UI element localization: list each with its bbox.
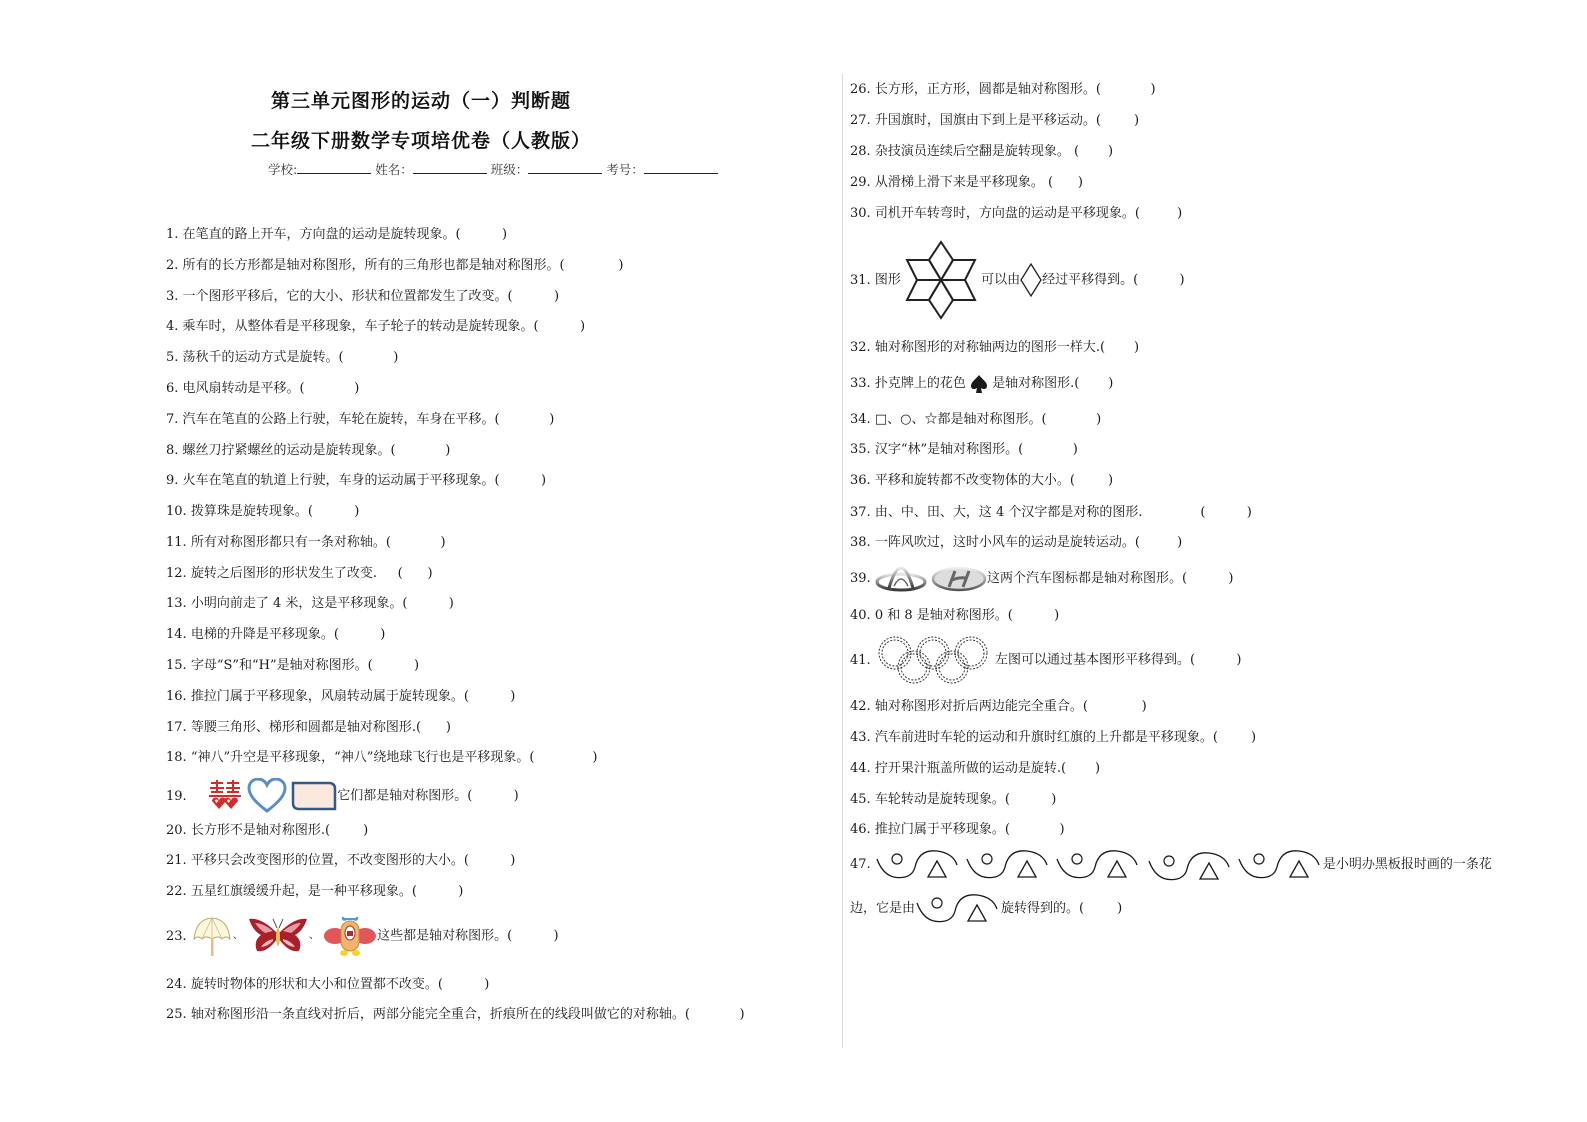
answer-blank[interactable]: )	[312, 504, 360, 519]
olympic-rings-icon	[875, 636, 991, 684]
question-2	[166, 257, 623, 275]
question-text: 小明向前走了 4 米，这是平移现象。(	[190, 596, 408, 611]
question-number: 16.	[166, 689, 187, 704]
answer-blank[interactable]: )	[1138, 272, 1185, 288]
question-26	[850, 81, 1156, 99]
car-logo-a-icon	[875, 566, 927, 592]
question-text: 是轴对称图形.(	[987, 376, 1080, 391]
question-40	[850, 607, 1059, 625]
question-number: 5.	[166, 350, 179, 365]
question-text: 火车在笔直的轨道上行驶，车身的运动属于平移现象。(	[182, 473, 500, 488]
question-32	[850, 339, 1139, 357]
separator: 、	[232, 930, 243, 942]
student-info-line	[268, 160, 718, 178]
question-number: 37.	[850, 505, 871, 520]
question-text: 经过平移得到。(	[1042, 272, 1139, 288]
answer-blank[interactable]: )	[1087, 699, 1147, 714]
question-text: 所有对称图形都只有一条对称轴。(	[190, 535, 391, 550]
question-number: 14.	[166, 627, 187, 642]
question-number: 7.	[166, 412, 179, 427]
rounded-rect-icon	[291, 781, 337, 811]
answer-blank[interactable]: )	[395, 443, 451, 458]
question-number: 1.	[166, 227, 179, 242]
answer-blank[interactable]: )	[442, 977, 490, 992]
answer-blank[interactable]: )	[499, 473, 547, 488]
question-1	[166, 226, 507, 244]
question-38	[850, 534, 1182, 552]
question-text: 旋转得到的。(	[1001, 901, 1085, 916]
question-text: □、○、☆都是轴对称图形。(	[874, 412, 1047, 427]
answer-blank[interactable]: )	[534, 750, 598, 765]
name-field[interactable]	[413, 161, 487, 174]
question-number: 6.	[166, 381, 179, 396]
question-text: 汽车前进时车轮的运动和升旗时红旗的上升都是平移现象。(	[874, 730, 1218, 745]
answer-blank[interactable]: ( )	[376, 566, 433, 581]
question-text: 扑克牌上的花色	[874, 376, 970, 391]
question-29	[850, 174, 1083, 192]
page-title: 第三单元图形的运动（一）判断题	[270, 90, 571, 112]
question-text: 一个图形平移后，它的大小、形状和位置都发生了改变。(	[182, 289, 513, 304]
question-text: 拧开果汁瓶盖所做的运动是旋转.(	[874, 761, 1067, 776]
question-text: 平移和旋转都不改变物体的大小。(	[874, 473, 1075, 488]
answer-blank[interactable]: )	[421, 720, 451, 735]
umbrella-icon	[191, 915, 233, 957]
question-number: 25.	[166, 1007, 187, 1022]
question-22	[166, 883, 463, 901]
question-text: 杂技演员连续后空翻是旋转现象。	[874, 144, 1070, 159]
question-text: 从滑梯上滑下来是平移现象。	[874, 175, 1044, 190]
question-number: 19.	[166, 788, 187, 804]
question-number: 29.	[850, 175, 871, 190]
school-field[interactable]	[297, 161, 371, 174]
question-text: 旋转时物体的形状和大小和位置都不改变。(	[190, 977, 443, 992]
question-35	[850, 441, 1078, 459]
question-number: 33.	[850, 376, 871, 391]
question-39	[850, 565, 1233, 593]
question-text: 推拉门属于平移现象。(	[874, 822, 1010, 837]
page-subtitle: 二年级下册数学专项培优卷（人教版）	[250, 130, 591, 152]
answer-blank[interactable]: )	[343, 350, 399, 365]
answer-blank[interactable]: )	[330, 823, 369, 838]
question-number: 47.	[850, 857, 871, 872]
question-45	[850, 791, 1056, 809]
question-31	[850, 240, 1185, 321]
question-text: 左图可以通过基本图形平移得到。(	[990, 652, 1196, 668]
question-34	[850, 411, 1101, 429]
question-9	[166, 472, 546, 490]
question-27	[850, 112, 1139, 130]
question-number: 32.	[850, 340, 871, 355]
question-number: 21.	[166, 853, 187, 868]
question-number: 9.	[166, 473, 179, 488]
question-text: 旋转之后图形的形状发生了改变.	[190, 566, 377, 581]
question-number: 31.	[850, 272, 871, 288]
double-happiness-icon	[207, 779, 243, 813]
question-text: 0 和 8 是轴对称图形。(	[874, 608, 1013, 623]
car-logo-h-icon	[931, 566, 987, 592]
question-number: 38.	[850, 535, 871, 550]
question-number: 27.	[850, 113, 871, 128]
question-6	[166, 380, 359, 398]
question-number: 43.	[850, 730, 871, 745]
question-text: 字母“S”和“H”是轴对称图形。(	[190, 658, 373, 673]
question-text: 由、中、田、大，这 4 个汉字都是对称的图形.	[874, 505, 1143, 520]
question-text: 这些都是轴对称图形。(	[377, 928, 513, 944]
answer-blank[interactable]: )	[460, 227, 508, 242]
heart-icon	[247, 778, 287, 814]
question-number: 30.	[850, 206, 871, 221]
question-text: 是小明办黑板报时画的一条花	[1322, 857, 1492, 872]
question-5	[166, 349, 398, 367]
question-number: 42.	[850, 699, 871, 714]
question-3	[166, 288, 559, 306]
question-text: 轴对称图形沿一条直线对折后，两部分能完全重合，折痕所在的线段叫做它的对称轴。(	[190, 1007, 690, 1022]
answer-blank[interactable]: )	[512, 928, 559, 944]
answer-blank[interactable]: )	[1187, 571, 1234, 586]
question-number: 20.	[166, 823, 187, 838]
question-text: 电风扇转动是平移。(	[182, 381, 305, 396]
answer-blank[interactable]: )	[472, 788, 519, 804]
question-number: 10.	[166, 504, 187, 519]
answer-blank[interactable]: ( )	[1069, 144, 1114, 159]
answer-blank[interactable]: )	[538, 319, 586, 334]
question-37	[850, 504, 1252, 522]
question-20	[166, 822, 368, 840]
question-text: 五星红旗缓缓升起，是一种平移现象。(	[190, 884, 417, 899]
answer-blank[interactable]: )	[564, 258, 624, 273]
question-number: 18.	[166, 750, 187, 765]
question-number: 28.	[850, 144, 871, 159]
answer-blank[interactable]: )	[1012, 608, 1060, 623]
diamond-icon	[1020, 263, 1042, 297]
question-41	[850, 636, 1241, 685]
exam-number-label: 考号：	[606, 162, 644, 177]
answer-blank[interactable]: )	[416, 884, 464, 899]
question-number: 13.	[166, 596, 187, 611]
question-text: 螺丝刀拧紧螺丝的运动是旋转现象。(	[182, 443, 396, 458]
question-number: 46.	[850, 822, 871, 837]
question-13	[166, 595, 454, 613]
question-number: 17.	[166, 720, 187, 735]
answer-blank[interactable]: )	[1100, 82, 1156, 97]
exam-number-field[interactable]	[644, 161, 718, 174]
question-text: 司机开车转弯时，方向盘的运动是平移现象。(	[874, 206, 1140, 221]
airplane-toy-icon	[323, 914, 377, 958]
answer-blank[interactable]: )	[1009, 792, 1057, 807]
question-19	[166, 778, 519, 814]
question-number: 22.	[166, 884, 187, 899]
answer-blank[interactable]: )	[390, 535, 446, 550]
question-text: 荡秋千的运动方式是旋转。(	[182, 350, 344, 365]
answer-blank[interactable]: )	[1217, 730, 1257, 745]
question-number: 44.	[850, 761, 871, 776]
question-text: 电梯的升降是平移现象。(	[190, 627, 339, 642]
answer-blank[interactable]: )	[304, 381, 360, 396]
answer-blank[interactable]: )	[499, 412, 555, 427]
question-4	[166, 318, 585, 336]
answer-blank[interactable]: ( )	[1043, 175, 1083, 190]
question-25	[166, 1006, 745, 1024]
question-43	[850, 729, 1256, 747]
name-label: 姓名：	[375, 162, 413, 177]
question-text: 一阵风吹过，这时小风车的运动是旋转运动。(	[874, 535, 1140, 550]
question-47-line2	[850, 890, 1122, 928]
answer-blank[interactable]: )	[1195, 652, 1242, 668]
separator: 、	[308, 930, 319, 942]
school-label: 学校:	[268, 162, 298, 177]
question-text: 在笔直的路上开车，方向盘的运动是旋转现象。(	[182, 227, 461, 242]
question-text: 轴对称图形对折后两边能完全重合。(	[874, 699, 1088, 714]
question-text: 图形	[874, 272, 901, 288]
question-number: 41.	[850, 652, 871, 668]
class-field[interactable]	[528, 161, 602, 174]
class-label: 班级：	[490, 162, 529, 177]
question-number: 45.	[850, 792, 871, 807]
answer-blank[interactable]: )	[512, 289, 560, 304]
answer-blank[interactable]: )	[1139, 535, 1183, 550]
answer-blank[interactable]: )	[1046, 412, 1102, 427]
column-divider	[842, 74, 843, 1048]
question-47	[850, 846, 1492, 884]
question-number: 39.	[850, 571, 871, 586]
question-number: 2.	[166, 258, 179, 273]
question-text: 平移只会改变图形的位置，不改变图形的大小。(	[190, 853, 469, 868]
question-number: 35.	[850, 442, 871, 457]
question-text: 升国旗时，国旗由下到上是平移运动。(	[874, 113, 1101, 128]
question-30	[850, 205, 1182, 223]
question-text: 长方形，正方形，圆都是轴对称图形。(	[874, 82, 1101, 97]
question-33	[850, 373, 1113, 395]
question-17	[166, 719, 451, 737]
question-text: 轴对称图形的对称轴两边的图形一样大.(	[874, 340, 1106, 355]
question-number: 24.	[166, 977, 187, 992]
wave-unit-icon	[915, 891, 1001, 927]
answer-blank[interactable]: )	[1074, 473, 1114, 488]
question-44	[850, 760, 1100, 778]
answer-blank[interactable]: )	[338, 627, 386, 642]
answer-blank[interactable]: )	[1009, 822, 1065, 837]
question-number: 36.	[850, 473, 871, 488]
wave-border-pattern-icon	[875, 847, 1323, 883]
question-7	[166, 411, 554, 429]
answer-blank[interactable]: ( )	[1142, 505, 1252, 520]
question-text: 车轮转动是旋转现象。(	[874, 792, 1010, 807]
question-16	[166, 688, 515, 706]
question-42	[850, 698, 1147, 716]
question-18	[166, 749, 597, 767]
question-text: 这两个汽车图标都是轴对称图形。(	[986, 571, 1188, 586]
butterfly-icon	[247, 915, 309, 957]
answer-blank[interactable]: )	[689, 1007, 745, 1022]
question-number: 12.	[166, 566, 187, 581]
answer-blank[interactable]: )	[468, 689, 516, 704]
question-21	[166, 852, 515, 870]
question-text: 边，它是由	[850, 901, 916, 916]
question-text: 它们都是轴对称图形。(	[337, 788, 473, 804]
question-text: 等腰三角形、梯形和圆都是轴对称图形.(	[190, 720, 422, 735]
answer-blank[interactable]: )	[468, 853, 516, 868]
question-text: 推拉门属于平移现象，风扇转动属于旋转现象。(	[190, 689, 469, 704]
question-23	[166, 914, 559, 959]
question-text: “神八”升空是平移现象，“神八”绕地球飞行也是平移现象。(	[190, 750, 535, 765]
spade-icon	[970, 374, 988, 394]
question-8	[166, 442, 450, 460]
question-12	[166, 565, 433, 583]
six-diamond-star-icon	[905, 240, 977, 320]
question-text: 所有的长方形都是轴对称图形，所有的三角形也都是轴对称图形。(	[182, 258, 565, 273]
question-number: 15.	[166, 658, 187, 673]
question-text: 拨算珠是旋转现象。(	[190, 504, 313, 519]
question-number: 11.	[166, 535, 187, 550]
question-46	[850, 821, 1065, 839]
question-number: 40.	[850, 608, 871, 623]
question-text: 长方形不是轴对称图形.(	[190, 823, 331, 838]
question-number: 4.	[166, 319, 179, 334]
question-10	[166, 503, 359, 521]
question-number: 26.	[850, 82, 871, 97]
question-number: 8.	[166, 443, 179, 458]
question-36	[850, 472, 1113, 490]
answer-blank[interactable]: )	[1105, 340, 1140, 355]
answer-blank[interactable]: )	[1100, 113, 1140, 128]
answer-blank[interactable]: )	[372, 658, 420, 673]
question-text: 汉字“林”是轴对称图形。(	[874, 442, 1024, 457]
question-15	[166, 657, 419, 675]
answer-blank[interactable]: )	[1079, 376, 1114, 391]
answer-blank[interactable]: )	[1023, 442, 1078, 457]
question-28	[850, 143, 1113, 161]
question-text: 可以由	[981, 272, 1021, 288]
answer-blank[interactable]: )	[1139, 206, 1183, 221]
question-number: 3.	[166, 289, 179, 304]
question-11	[166, 534, 446, 552]
answer-blank[interactable]: )	[407, 596, 454, 611]
question-number: 23.	[166, 928, 187, 944]
answer-blank[interactable]: )	[1084, 901, 1123, 916]
question-number: 34.	[850, 412, 871, 427]
question-14	[166, 626, 385, 644]
question-text: 乘车时，从整体看是平移现象，车子轮子的转动是旋转现象。(	[182, 319, 539, 334]
question-24	[166, 976, 489, 994]
answer-blank[interactable]: )	[1066, 761, 1101, 776]
question-text: 汽车在笔直的公路上行驶，车轮在旋转，车身在平移。(	[182, 412, 500, 427]
